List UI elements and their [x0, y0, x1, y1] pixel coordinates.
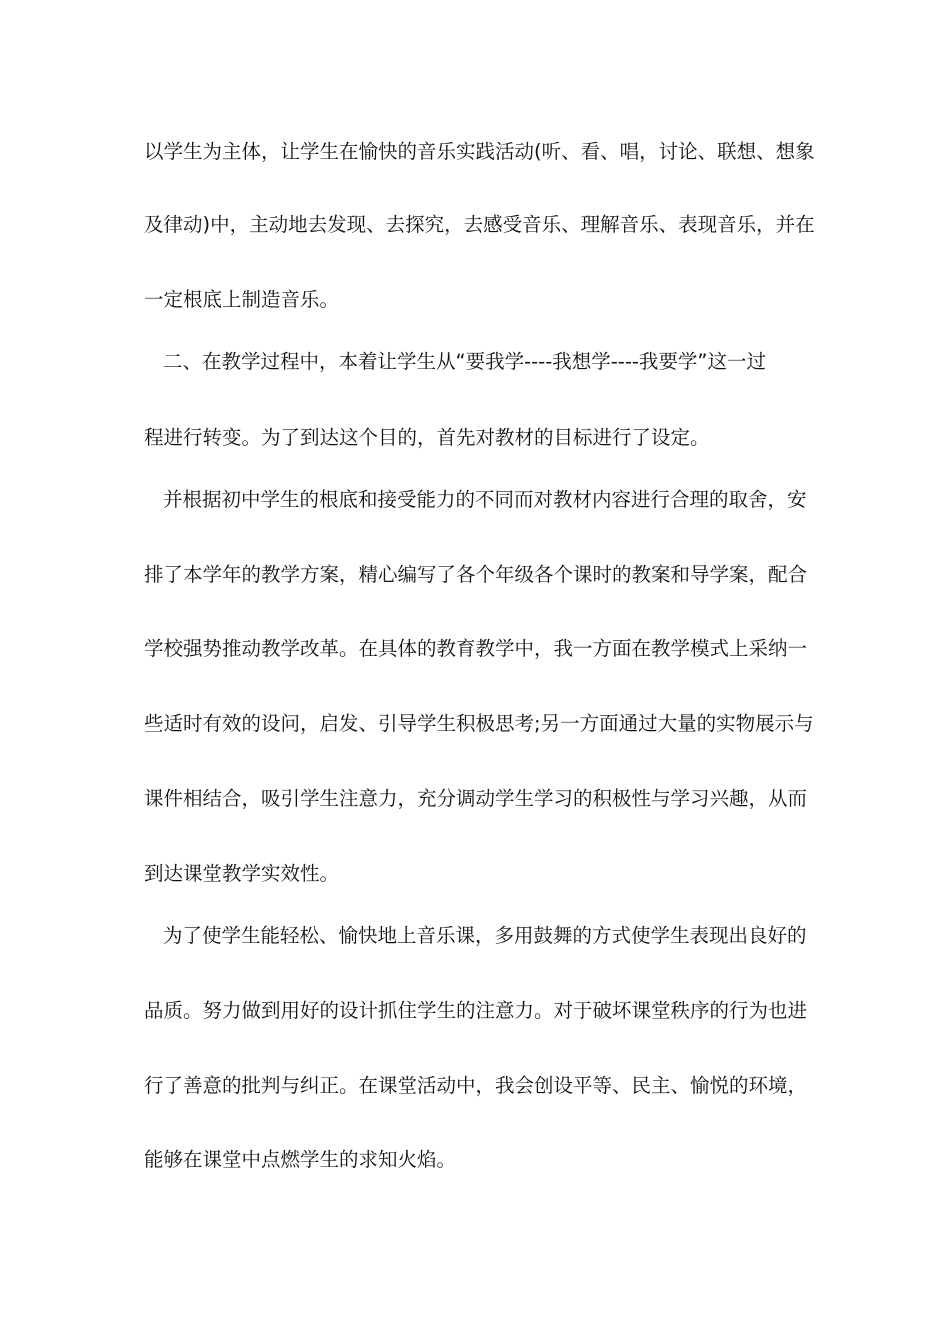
text-line: 行了善意的批判与纠正。在课堂活动中，我会创设平等、民主、愉悦的环境， — [144, 1074, 808, 1097]
text-line: 学校强势推动教学改革。在具体的教育教学中，我一方面在教学模式上采纳一 — [144, 637, 808, 660]
text-line: 程进行转变。为了到达这个目的，首先对教材的目标进行了设定。 — [144, 426, 710, 449]
text-line: 排了本学年的教学方案，精心编写了各个年级各个课时的教案和导学案，配合 — [144, 563, 808, 586]
text-line: 以学生为主体，让学生在愉快的音乐实践活动(听、看、唱，讨论、联想、想象 — [144, 140, 815, 163]
text-line: 课件相结合，吸引学生注意力，充分调动学生学习的积极性与学习兴趣，从而 — [144, 787, 808, 810]
paragraph-first-line: 为了使学生能轻松、愉快地上音乐课，多用鼓舞的方式使学生表现出良好的 — [163, 924, 807, 947]
paragraph-first-line: 二、在教学过程中，本着让学生从“要我学----我想学----我要学”这一过 — [163, 350, 766, 373]
text-line: 能够在课堂中点燃学生的求知火焰。 — [144, 1148, 457, 1171]
text-line: 些适时有效的设问，启发、引导学生积极思考;另一方面通过大量的实物展示与 — [144, 712, 814, 735]
text-line: 及律动)中，主动地去发现、去探究，去感受音乐、理解音乐、表现音乐，并在 — [144, 213, 815, 236]
paragraph-first-line: 并根据初中学生的根底和接受能力的不同而对教材内容进行合理的取舍，安 — [163, 488, 807, 511]
text-line: 到达课堂教学实效性。 — [144, 862, 340, 885]
text-line: 品质。努力做到用好的设计抓住学生的注意力。对于破坏课堂秩序的行为也进 — [144, 999, 808, 1022]
text-line: 一定根底上制造音乐。 — [144, 288, 340, 311]
